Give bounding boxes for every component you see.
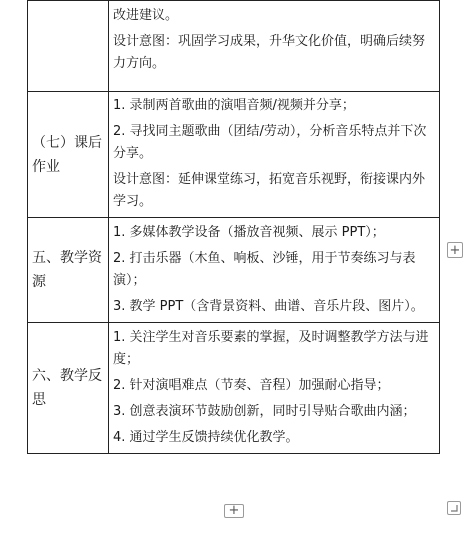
row-label[interactable]: [28, 1, 109, 92]
table-row: [28, 323, 440, 454]
paragraph: 4. 通过学生反馈持续优化教学。: [113, 430, 299, 445]
row-content[interactable]: [109, 1, 440, 92]
row-content[interactable]: [109, 323, 440, 454]
table-row: [28, 92, 440, 218]
lesson-plan-table: [27, 0, 440, 454]
paragraph: 1. 多媒体教学设备（播放音视频、展示 PPT）；: [113, 225, 385, 240]
paragraph: 2. 寻找同主题歌曲（团结/劳动），分析音乐特点并下次分享。: [113, 124, 427, 161]
resize-corner-icon: [448, 502, 460, 514]
paragraph: 1. 录制两首歌曲的演唱音频/视频并分享；: [113, 98, 355, 113]
row-label[interactable]: （七）课后作业: [28, 92, 109, 218]
row-label[interactable]: 五、教学资源: [28, 218, 109, 323]
paragraph: 3. 教学 PPT（含背景资料、曲谱、音乐片段、图片）。: [113, 299, 424, 314]
add-row-button[interactable]: +: [224, 504, 244, 518]
paragraph: 设计意图：延伸课堂练习，拓宽音乐视野，衔接课内外学习。: [113, 172, 426, 209]
table-resize-handle[interactable]: [447, 501, 461, 515]
row-label[interactable]: 六、教学反思: [28, 323, 109, 454]
row-content[interactable]: [109, 218, 440, 323]
add-column-button[interactable]: +: [447, 242, 463, 258]
paragraph: 改进建议。: [113, 8, 179, 23]
table-row: [28, 1, 440, 92]
paragraph: 1. 关注学生对音乐要素的掌握，及时调整教学方法与进度；: [113, 330, 429, 367]
paragraph: 2. 针对演唱难点（节奏、音程）加强耐心指导；: [113, 378, 390, 393]
paragraph: 设计意图：巩固学习成果，升华文化价值，明确后续努力方向。: [113, 34, 426, 71]
paragraph: 2. 打击乐器（木鱼、响板、沙锤，用于节奏练习与表演）；: [113, 251, 416, 288]
paragraph: 3. 创意表演环节鼓励创新，同时引导贴合歌曲内涵；: [113, 404, 416, 419]
row-content[interactable]: [109, 92, 440, 218]
table-row: [28, 218, 440, 323]
